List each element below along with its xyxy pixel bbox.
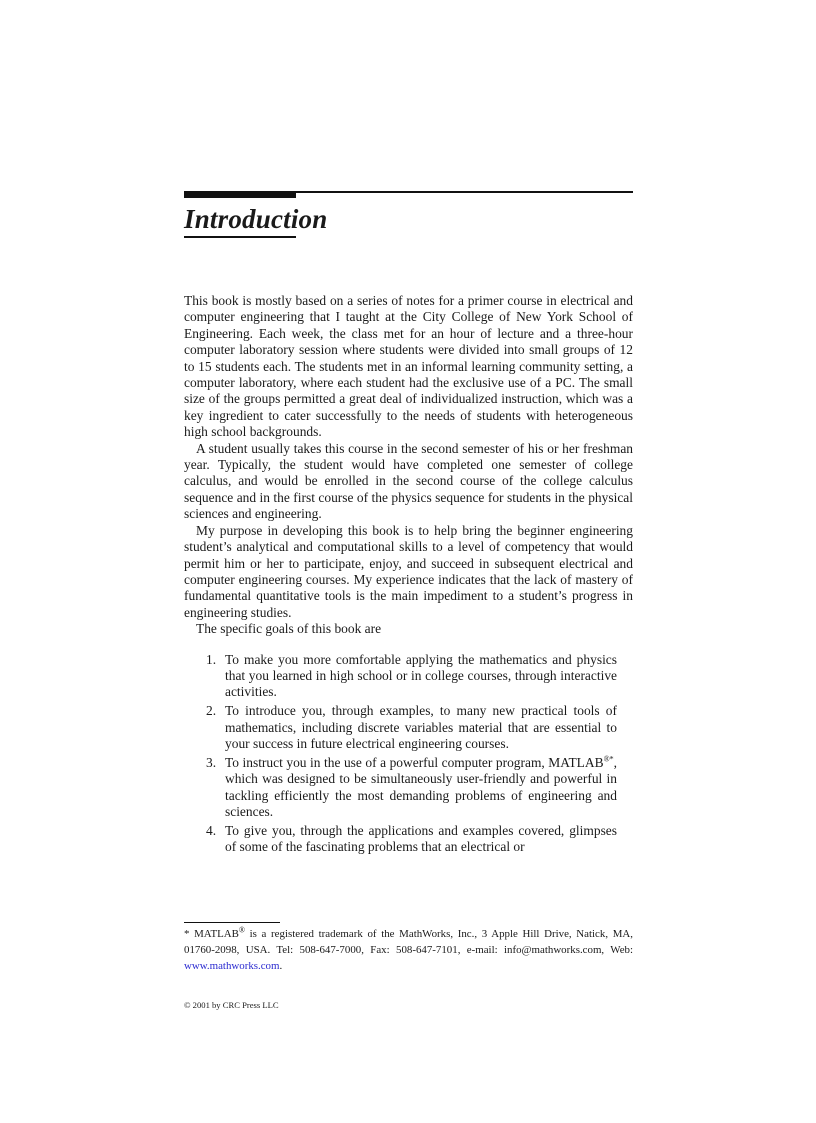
paragraph: My purpose in developing this book is to help bring the beginner engineering student’s analytical and computational skills to a level of competency that would permit him or her to participate, enjoy, and succeed in subsequent electrical and computer engineering courses. My experience indicates that the lack of mastery of fundamental quantitative tools is the main impediment to a student’s progress in engineering studies. bbox=[184, 522, 633, 620]
footnote-marker: ®* bbox=[603, 754, 614, 764]
goal-text: To introduce you, through examples, to many new practical tools of mathematics, including discrete variables material that are essential to your success in future electrical engineering courses. bbox=[225, 703, 617, 751]
registered-mark: ® bbox=[238, 925, 245, 935]
footnote-link[interactable]: www.mathworks.com bbox=[184, 960, 280, 972]
body-text bbox=[184, 293, 633, 858]
paragraph: A student usually takes this course in the second semester of his or her freshman year. Typically, the student would have completed one semester of college calculus, and would be enrolled in the second course of the college calculus sequence and in the first course of the physics sequence for students in the physical sciences and engineering. bbox=[184, 440, 633, 522]
goal-item bbox=[184, 703, 633, 752]
goal-text: , which was designed to be simultaneously user-friendly and powerful in tackling efficiently the most demanding problems of engineering and sciences. bbox=[225, 754, 617, 819]
footnote-text: is a registered trademark of the MathWorks, Inc., 3 Apple Hill Drive, Natick, MA, 01760-2098, USA. Tel: 508-647-7000, Fax: 508-647-7101, e-mail: info@mathworks.com, Web: bbox=[184, 928, 633, 956]
chapter-title-underline bbox=[184, 236, 296, 238]
goal-text: To give you, through the applications and examples covered, glimpses of some of the fascinating problems that an electrical or bbox=[225, 822, 617, 855]
goal-number: 1. bbox=[206, 651, 217, 667]
goals-list bbox=[184, 652, 633, 856]
goal-item bbox=[184, 652, 633, 701]
goal-number: 2. bbox=[206, 703, 217, 719]
footnote-prefix: * MATLAB bbox=[184, 928, 239, 940]
chapter-title: Introduction bbox=[184, 204, 328, 234]
footnote-rule bbox=[184, 922, 280, 923]
goal-text: To make you more comfortable applying the mathematics and physics that you learned in high school or in college courses, through interactive activities. bbox=[225, 651, 617, 700]
paragraph: The specific goals of this book are bbox=[196, 621, 382, 637]
goal-number: 4. bbox=[206, 822, 217, 838]
goal-number: 3. bbox=[206, 754, 217, 770]
goal-text: To instruct you in the use of a powerful computer program, MATLAB bbox=[225, 754, 604, 770]
goal-item bbox=[184, 823, 633, 856]
goal-item bbox=[184, 755, 633, 821]
chapter-rule-thick bbox=[184, 192, 296, 198]
copyright-notice: © 2001 by CRC Press LLC bbox=[184, 1000, 279, 1010]
footnote-suffix: . bbox=[279, 960, 283, 972]
footnote bbox=[184, 926, 633, 974]
paragraph: This book is mostly based on a series of notes for a primer course in electrical and computer engineering that I taught at the City College of New York School of Engineering. Each week, the class met for an hour of lecture and a three-hour computer laboratory session where students were divided into small groups of 12 to 15 students each. The students met in an informal learning community setting, a computer laboratory, where each student had the exclusive use of a PC. The small size of the groups permitted a great deal of individualized instruction, which was a key ingredient to cater successfully to the needs of students with heterogeneous high school backgrounds. bbox=[184, 293, 633, 440]
